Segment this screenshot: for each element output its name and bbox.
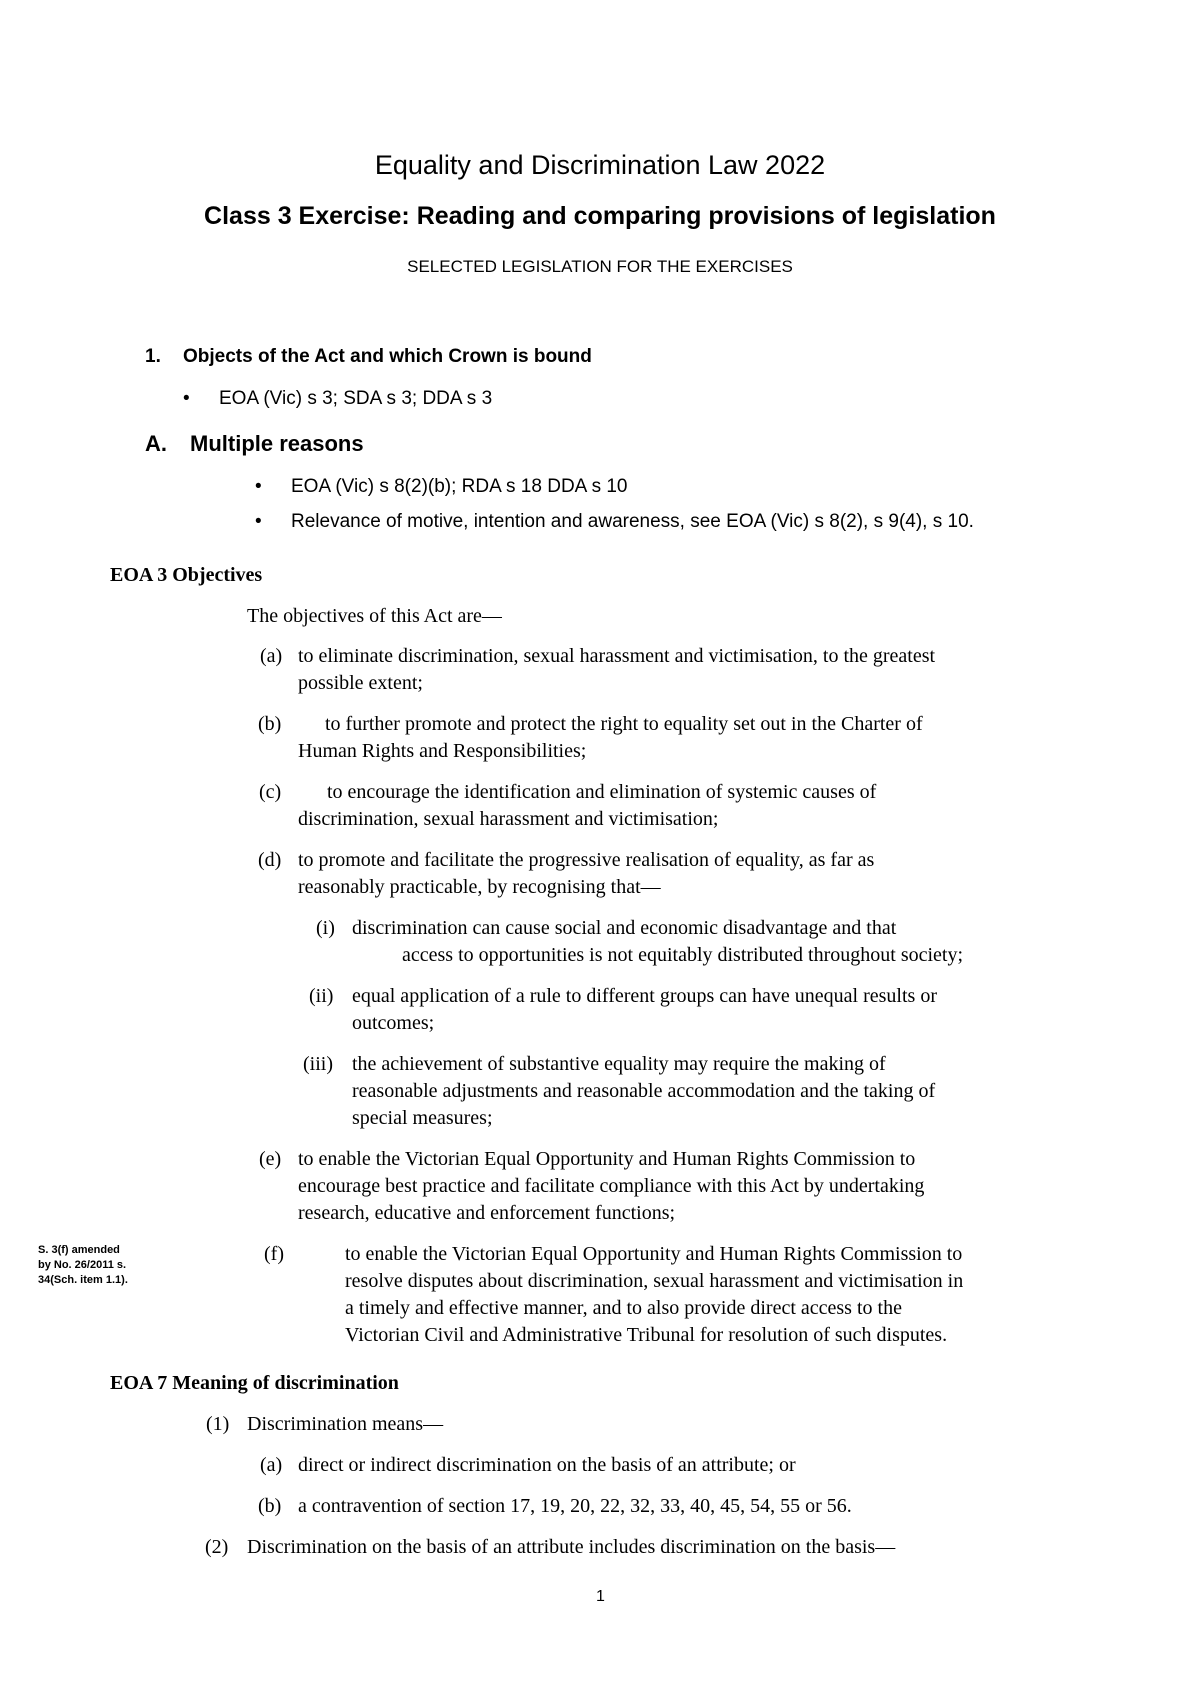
- eoa7-1-label: (1): [206, 1413, 230, 1435]
- eoa3-f-line4: Victorian Civil and Administrative Tribunal for resolution of such disputes.: [345, 1324, 948, 1346]
- eoa3-c-line2: discrimination, sexual harassment and victimisation;: [298, 808, 719, 830]
- eoa3-a-line1: to eliminate discrimination, sexual harassment and victimisation, to the greatest: [298, 645, 936, 667]
- eoa3-di-line1: discrimination can cause social and economic disadvantage and that: [352, 917, 897, 939]
- eoa3-a-label: (a): [260, 645, 283, 667]
- eoa3-a-line2: possible extent;: [298, 672, 423, 694]
- section-label: SELECTED LEGISLATION FOR THE EXERCISES: [407, 257, 793, 276]
- eoa3-f-line1: to enable the Victorian Equal Opportunity and Human Rights Commission to: [345, 1243, 963, 1265]
- eoa3-e-line3: research, educative and enforcement functions;: [298, 1202, 676, 1224]
- bullet-icon: •: [255, 476, 262, 497]
- eoa3-dii-label: (ii): [309, 985, 334, 1007]
- eoa3-di-label: (i): [316, 917, 335, 939]
- eoa3-f-line2: resolve disputes about discrimination, sexual harassment and victimisation in: [345, 1270, 964, 1292]
- bullet-icon: •: [255, 511, 262, 532]
- section-1-heading: Objects of the Act and which Crown is bound: [183, 346, 592, 367]
- page-number: 1: [596, 1588, 605, 1605]
- section-1-bullet: EOA (Vic) s 3; SDA s 3; DDA s 3: [219, 388, 493, 409]
- eoa3-b-line2: Human Rights and Responsibilities;: [298, 740, 587, 762]
- eoa7-2-label: (2): [205, 1536, 229, 1558]
- eoa7-2-text: Discrimination on the basis of an attribute includes discrimination on the basis—: [247, 1536, 896, 1558]
- eoa3-f-line3: a timely and effective manner, and to also provide direct access to the: [345, 1297, 902, 1319]
- eoa3-e-label: (e): [259, 1148, 282, 1170]
- eoa3-diii-line2: reasonable adjustments and reasonable accommodation and the taking of: [352, 1080, 936, 1102]
- eoa7-b-text: a contravention of section 17, 19, 20, 22, 32, 33, 40, 45, 54, 55 or 56.: [298, 1495, 852, 1517]
- document-title: Equality and Discrimination Law 2022: [374, 150, 826, 180]
- eoa7-a-label: (a): [260, 1454, 283, 1476]
- eoa3-e-line1: to enable the Victorian Equal Opportunity and Human Rights Commission to: [298, 1148, 916, 1170]
- eoa3-c-line1: to encourage the identification and elimination of systemic causes of: [327, 781, 877, 803]
- section-a-bullet-2: Relevance of motive, intention and awareness, see EOA (Vic) s 8(2), s 9(4), s 10.: [291, 511, 974, 532]
- section-a-letter: A.: [145, 431, 167, 456]
- bullet-icon: •: [183, 388, 190, 409]
- eoa7-b-label: (b): [258, 1495, 282, 1517]
- eoa3-e-line2: encourage best practice and facilitate compliance with this Act by undertaking: [298, 1175, 925, 1197]
- eoa3-diii-line1: the achievement of substantive equality may require the making of: [352, 1053, 886, 1075]
- eoa7-1-text: Discrimination means—: [247, 1413, 444, 1435]
- margin-note: S. 3(f) amended by No. 26/2011 s. 34(Sch. item 1.1).: [38, 1244, 128, 1286]
- eoa3-d-line2: reasonably practicable, by recognising that—: [298, 876, 661, 898]
- eoa3-heading: EOA 3 Objectives: [110, 564, 263, 586]
- eoa3-di-line2: access to opportunities is not equitably distributed throughout society;: [402, 944, 964, 966]
- document-subtitle: Class 3 Exercise: Reading and comparing provisions of legislation: [204, 202, 996, 230]
- eoa7-a-text: direct or indirect discrimination on the basis of an attribute; or: [298, 1454, 796, 1476]
- section-a-bullet-1: EOA (Vic) s 8(2)(b); RDA s 18 DDA s 10: [291, 476, 628, 497]
- eoa3-b-line1: to further promote and protect the right to equality set out in the Charter of: [325, 713, 923, 735]
- section-a-heading: Multiple reasons: [190, 431, 364, 456]
- eoa3-diii-label: (iii): [303, 1053, 333, 1075]
- eoa3-d-line1: to promote and facilitate the progressive realisation of equality, as far as: [298, 849, 875, 871]
- eoa7-heading: EOA 7 Meaning of discrimination: [110, 1372, 399, 1394]
- section-1-number: 1.: [145, 346, 161, 367]
- eoa3-diii-line3: special measures;: [352, 1107, 493, 1129]
- eoa3-dii-line2: outcomes;: [352, 1012, 435, 1034]
- eoa3-c-label: (c): [259, 781, 282, 803]
- eoa3-f-label: (f): [264, 1243, 284, 1265]
- eoa3-dii-line1: equal application of a rule to different groups can have unequal results or: [352, 985, 937, 1007]
- eoa3-d-label: (d): [258, 849, 282, 871]
- eoa3-intro: The objectives of this Act are—: [247, 605, 502, 627]
- eoa3-b-label: (b): [258, 713, 282, 735]
